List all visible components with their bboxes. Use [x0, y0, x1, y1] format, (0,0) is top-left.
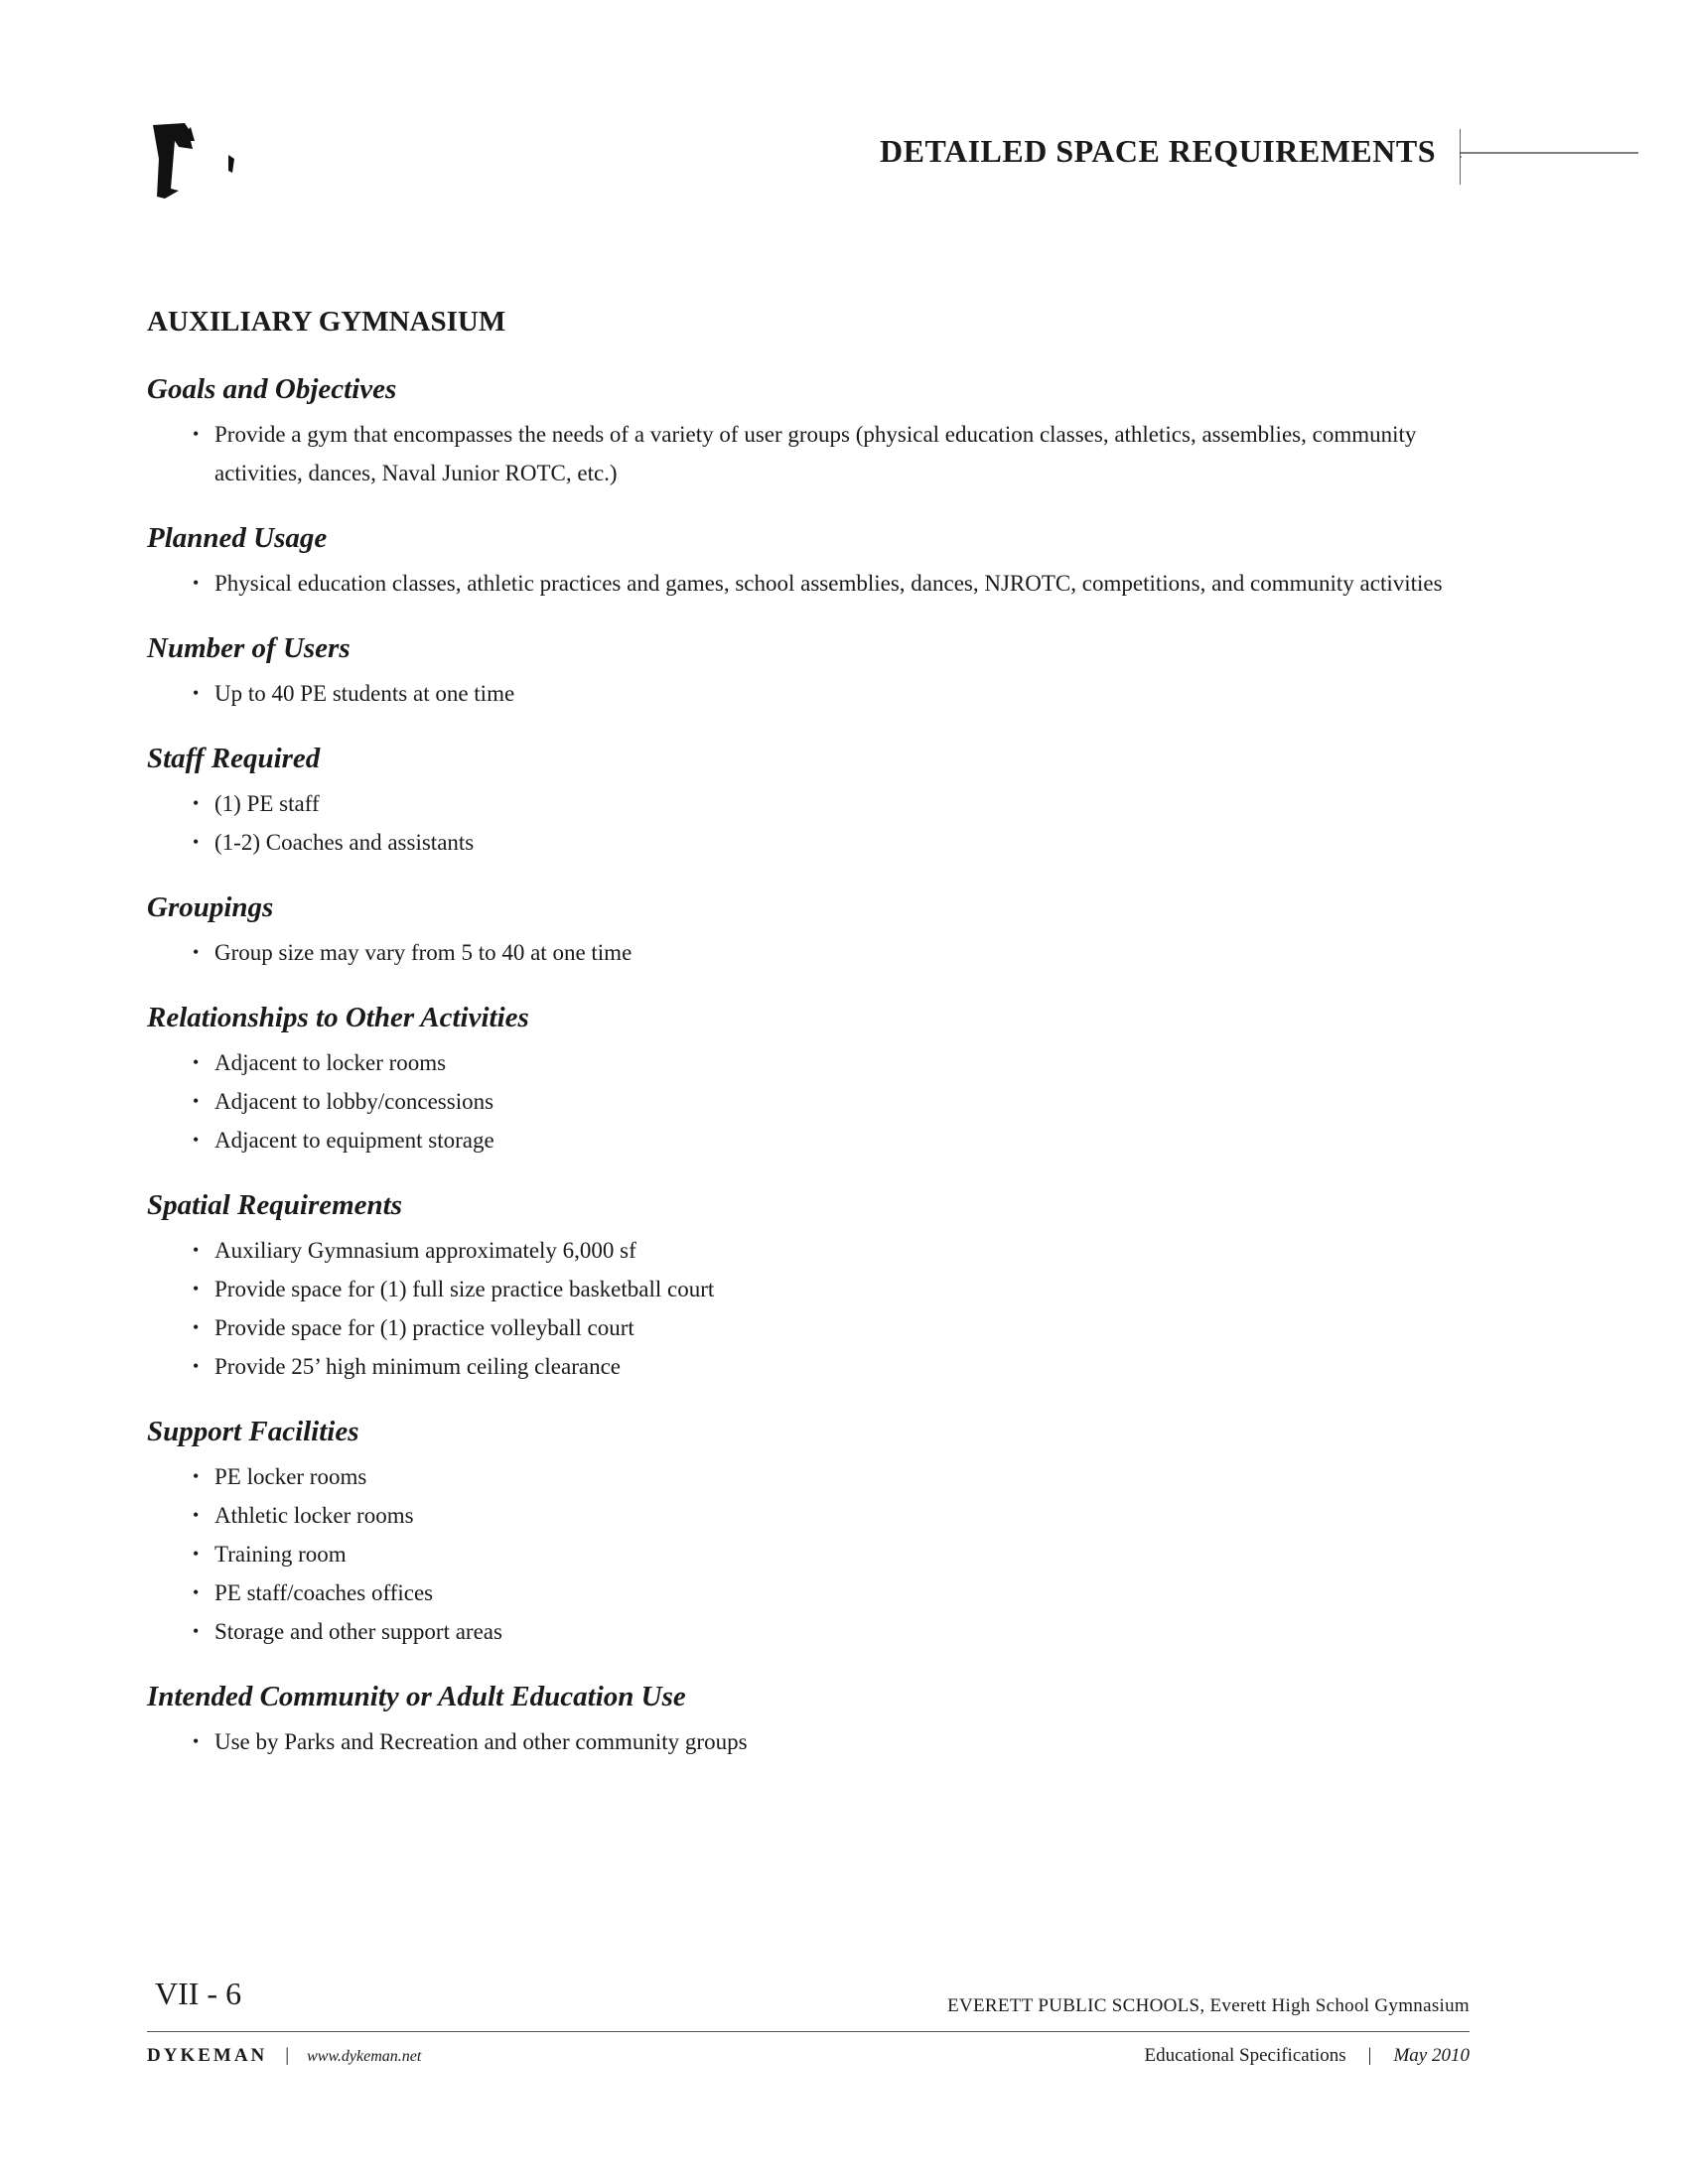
- list-item-text: PE locker rooms: [214, 1464, 367, 1489]
- list-item-text: Adjacent to equipment storage: [214, 1128, 494, 1153]
- list-item: [193, 674, 1458, 713]
- subsection-heading: Intended Community or Adult Education Use: [147, 1681, 686, 1712]
- subsection-heading: Planned Usage: [147, 522, 328, 554]
- subsection-heading: Relationships to Other Activities: [147, 1002, 529, 1033]
- bullet-icon: •: [193, 832, 200, 852]
- bullet-icon: •: [193, 1544, 200, 1564]
- list-item: [193, 1308, 1458, 1347]
- page-header-title: DETAILED SPACE REQUIREMENTS: [880, 133, 1436, 169]
- bullet-icon: •: [193, 1621, 200, 1641]
- subsection: [147, 1679, 1458, 1761]
- dykeman-logo-mark-icon: [145, 119, 254, 208]
- bullet-icon: •: [193, 942, 200, 962]
- list-item: [193, 823, 1458, 862]
- footer-brand: DYKEMAN: [147, 2045, 268, 2066]
- subsection: [147, 1000, 1458, 1160]
- bullet-icon: •: [193, 1582, 200, 1602]
- footer-url: www.dykeman.net: [307, 2048, 422, 2065]
- subsection: [147, 371, 1458, 492]
- footer-left: [147, 2045, 421, 2067]
- list-item-text: Adjacent to lobby/concessions: [214, 1089, 494, 1114]
- list-item: [193, 1535, 1458, 1573]
- header-rule-line: [1460, 127, 1638, 187]
- bullet-icon: •: [193, 683, 200, 703]
- subsection: [147, 741, 1458, 862]
- subsection-heading: Support Facilities: [147, 1416, 359, 1447]
- bullet-list: [147, 784, 1458, 862]
- bullet-list: [147, 1722, 1458, 1761]
- bullet-icon: •: [193, 424, 200, 444]
- footer-divider: [147, 2031, 1470, 2032]
- footer-school-name: EVERETT PUBLIC SCHOOLS, Everett High School Gymnasium: [947, 1995, 1470, 2016]
- bullet-list: [147, 415, 1458, 492]
- bullet-list: [147, 1043, 1458, 1160]
- list-item: [193, 933, 1458, 972]
- subsection: [147, 630, 1458, 713]
- section-title: AUXILIARY GYMNASIUM: [147, 306, 506, 338]
- list-item-text: Athletic locker rooms: [214, 1503, 414, 1528]
- list-item: [193, 1270, 1458, 1308]
- footer-right: [1145, 2045, 1470, 2067]
- bullet-list: [147, 564, 1458, 603]
- list-item-text: Training room: [214, 1542, 347, 1567]
- bullet-icon: •: [193, 1091, 200, 1111]
- footer-date: May 2010: [1393, 2045, 1470, 2066]
- list-item-text: Physical education classes, athletic practices and games, school assemblies, dances, NJROTC, competitions, and community activities: [214, 571, 1443, 596]
- bullet-list: [147, 933, 1458, 972]
- list-item: [193, 1612, 1458, 1651]
- footer-doc-type: Educational Specifications: [1144, 2045, 1346, 2066]
- list-item: [193, 564, 1458, 603]
- subsection: [147, 520, 1458, 603]
- subsection-heading: Spatial Requirements: [147, 1189, 403, 1221]
- list-item-text: (1-2) Coaches and assistants: [214, 830, 475, 855]
- list-item: [193, 1347, 1458, 1386]
- bullet-icon: •: [193, 1731, 200, 1751]
- bullet-icon: •: [193, 1317, 200, 1337]
- bullet-icon: •: [193, 793, 200, 813]
- page-number: VII - 6: [155, 1976, 242, 2011]
- list-item-text: (1) PE staff: [214, 791, 320, 816]
- list-item-text: Auxiliary Gymnasium approximately 6,000 sf: [214, 1238, 636, 1263]
- list-item-text: Adjacent to locker rooms: [214, 1050, 447, 1075]
- list-item-text: Provide space for (1) practice volleyball court: [214, 1315, 634, 1340]
- list-item: [193, 1082, 1458, 1121]
- subsection: [147, 1414, 1458, 1651]
- list-item-text: Provide space for (1) full size practice basketball court: [214, 1277, 715, 1301]
- requirements-content: [147, 371, 1458, 1789]
- subsection: [147, 1187, 1458, 1386]
- subsection-heading: Number of Users: [147, 632, 351, 664]
- bullet-icon: •: [193, 1052, 200, 1072]
- list-item-text: Up to 40 PE students at one time: [214, 681, 515, 706]
- list-item: [193, 784, 1458, 823]
- list-item: [193, 1043, 1458, 1082]
- subsection-heading: Staff Required: [147, 743, 321, 774]
- list-item-text: Provide 25’ high minimum ceiling clearance: [214, 1354, 621, 1379]
- list-item: [193, 1573, 1458, 1612]
- list-item: [193, 1121, 1458, 1160]
- subsection: [147, 889, 1458, 972]
- bullet-icon: •: [193, 1356, 200, 1376]
- list-item: [193, 415, 1458, 492]
- footer-separator: |: [285, 2045, 290, 2066]
- list-item: [193, 1722, 1458, 1761]
- bullet-list: [147, 1457, 1458, 1651]
- list-item: [193, 1457, 1458, 1496]
- list-item-text: PE staff/coaches offices: [214, 1580, 434, 1605]
- bullet-icon: •: [193, 1240, 200, 1260]
- bullet-icon: •: [193, 1130, 200, 1150]
- subsection-heading: Groupings: [147, 891, 274, 923]
- list-item: [193, 1231, 1458, 1270]
- list-item: [193, 1496, 1458, 1535]
- list-item-text: Provide a gym that encompasses the needs of a variety of user groups (physical education classes, athletics, assemblies, community activities, dances, Naval Junior ROTC, etc.): [214, 422, 1417, 485]
- bullet-list: [147, 674, 1458, 713]
- bullet-list: [147, 1231, 1458, 1386]
- footer-separator: |: [1367, 2045, 1372, 2066]
- bullet-icon: •: [193, 1279, 200, 1298]
- list-item-text: Storage and other support areas: [214, 1619, 502, 1644]
- bullet-icon: •: [193, 1505, 200, 1525]
- bullet-icon: •: [193, 573, 200, 593]
- list-item-text: Group size may vary from 5 to 40 at one time: [214, 940, 633, 965]
- list-item-text: Use by Parks and Recreation and other community groups: [214, 1729, 748, 1754]
- subsection-heading: Goals and Objectives: [147, 373, 397, 405]
- bullet-icon: •: [193, 1466, 200, 1486]
